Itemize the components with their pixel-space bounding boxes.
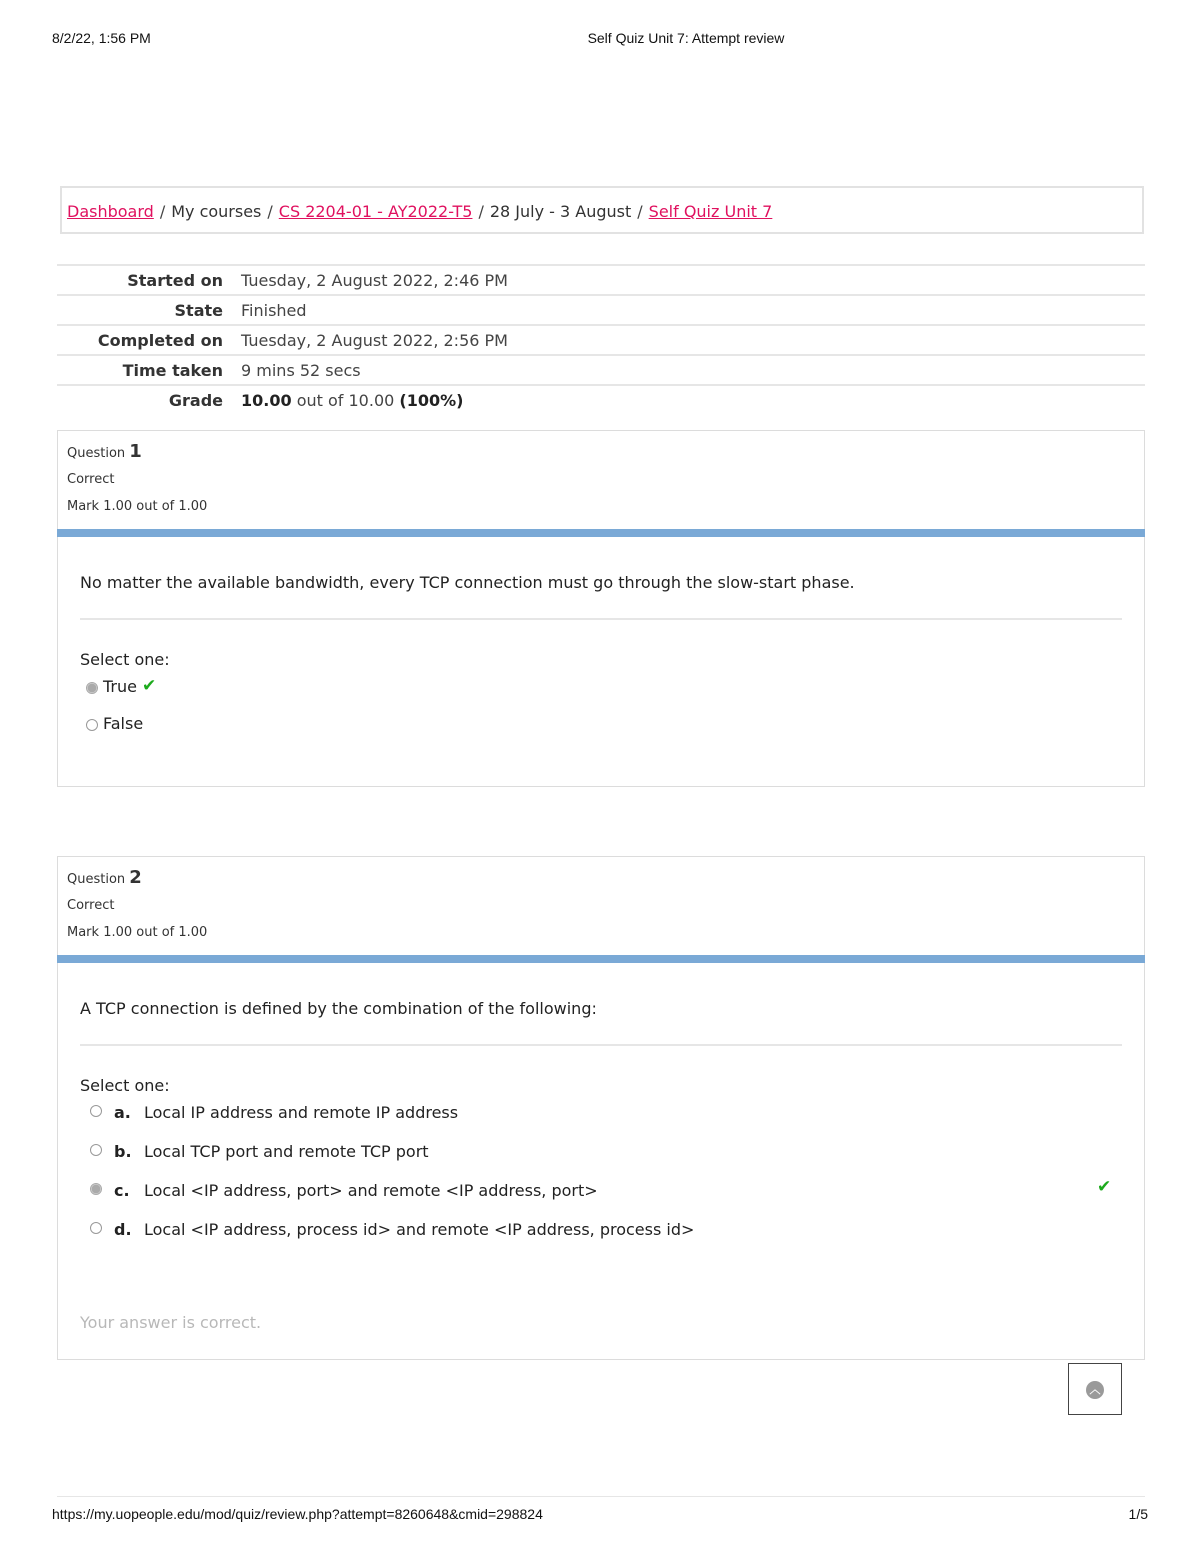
- question-number-value: 2: [129, 867, 142, 888]
- print-page-number: 1/5: [1128, 1506, 1148, 1522]
- question-number: [67, 867, 1144, 888]
- question-number: [67, 441, 1144, 462]
- breadcrumb-course-link[interactable]: CS 2204-01 - AY2022-T5: [278, 202, 473, 221]
- summary-label: Grade: [57, 385, 223, 414]
- radio-unselected[interactable]: [86, 719, 98, 731]
- summary-row-grade: [57, 385, 1145, 414]
- answer-option-true[interactable]: [86, 677, 1144, 714]
- breadcrumb-separator: /: [267, 202, 273, 221]
- question-2: [57, 856, 1145, 1360]
- print-datetime: 8/2/22, 1:56 PM: [52, 30, 151, 46]
- answer-option-false[interactable]: [86, 714, 1144, 751]
- question-text: No matter the available bandwidth, every TCP connection must go through the slow-start phase.: [80, 573, 855, 592]
- answer-option-d[interactable]: [90, 1216, 1144, 1255]
- answer-option-text: True: [103, 677, 137, 696]
- answer-options: [58, 1095, 1144, 1255]
- summary-label: Time taken: [57, 355, 223, 385]
- check-icon: ✔: [1097, 1177, 1112, 1197]
- question-header-bar: [57, 529, 1145, 537]
- answer-option-b[interactable]: [90, 1138, 1144, 1177]
- grade-percent: (100%): [399, 390, 464, 410]
- select-one-label: Select one:: [80, 650, 170, 669]
- summary-value: Tuesday, 2 August 2022, 2:46 PM: [223, 265, 1145, 295]
- question-number-value: 1: [129, 441, 142, 462]
- answer-options: [58, 669, 1144, 751]
- answer-option-letter: a.: [114, 1103, 131, 1122]
- footer-divider: [57, 1496, 1145, 1497]
- question-1: [57, 430, 1145, 787]
- question-mark: Mark 1.00 out of 1.00: [67, 925, 208, 940]
- breadcrumb-separator: /: [159, 202, 166, 221]
- summary-value: Finished: [223, 295, 1145, 325]
- answer-option-text: False: [103, 714, 144, 733]
- breadcrumb-my-courses: My courses: [171, 202, 262, 221]
- summary-row-completed: [57, 325, 1145, 355]
- answer-feedback: Your answer is correct.: [80, 1313, 262, 1332]
- answer-option-letter: b.: [114, 1142, 132, 1161]
- check-icon: ✔: [142, 676, 157, 696]
- radio-unselected[interactable]: [90, 1105, 102, 1117]
- question-status: Correct: [67, 472, 115, 487]
- summary-value: [223, 385, 1145, 414]
- summary-value: 9 mins 52 secs: [223, 355, 1145, 385]
- chevron-up-circle-icon: ︿: [1086, 1381, 1104, 1399]
- print-title: Self Quiz Unit 7: Attempt review: [587, 30, 785, 46]
- summary-label: Started on: [57, 265, 223, 295]
- grade-score: 10.00: [241, 390, 292, 410]
- print-header: [0, 30, 1200, 50]
- print-footer: [0, 1506, 1200, 1526]
- question-header-bar: [57, 955, 1145, 963]
- select-one-label: Select one:: [80, 1076, 170, 1095]
- question-mark: Mark 1.00 out of 1.00: [67, 499, 208, 514]
- summary-label: State: [57, 295, 223, 325]
- summary-value: Tuesday, 2 August 2022, 2:56 PM: [223, 325, 1145, 355]
- radio-unselected[interactable]: [90, 1144, 102, 1156]
- answer-option-text: Local <IP address, process id> and remote <IP address, process id>: [144, 1220, 695, 1239]
- breadcrumb-separator: /: [637, 202, 643, 221]
- summary-row-time: [57, 355, 1145, 385]
- question-label: Question: [67, 872, 126, 887]
- answer-option-letter: d.: [114, 1220, 132, 1239]
- breadcrumb: [60, 186, 1144, 234]
- back-to-top-button[interactable]: [1068, 1363, 1122, 1415]
- breadcrumb-quiz-link[interactable]: Self Quiz Unit 7: [648, 202, 773, 221]
- question-text: A TCP connection is defined by the combination of the following:: [80, 999, 597, 1018]
- answer-option-c[interactable]: [90, 1177, 1144, 1216]
- answer-option-a[interactable]: [90, 1099, 1144, 1138]
- breadcrumb-dashboard-link[interactable]: Dashboard: [67, 202, 154, 221]
- summary-row-state: [57, 295, 1145, 325]
- grade-out-of: out of 10.00: [296, 390, 395, 410]
- answer-option-text: Local TCP port and remote TCP port: [144, 1142, 429, 1161]
- answer-option-text: Local IP address and remote IP address: [144, 1103, 459, 1122]
- attempt-summary-table: [57, 264, 1145, 414]
- question-label: Question: [67, 446, 126, 461]
- question-info: [58, 431, 1144, 529]
- summary-row-started: [57, 265, 1145, 295]
- radio-selected[interactable]: [90, 1183, 102, 1195]
- radio-selected[interactable]: [86, 682, 98, 694]
- summary-label: Completed on: [57, 325, 223, 355]
- radio-unselected[interactable]: [90, 1222, 102, 1234]
- answer-option-letter: c.: [114, 1181, 130, 1200]
- breadcrumb-week: 28 July - 3 August: [489, 202, 632, 221]
- breadcrumb-separator: /: [478, 202, 484, 221]
- question-info: [58, 857, 1144, 955]
- question-status: Correct: [67, 898, 115, 913]
- print-url: https://my.uopeople.edu/mod/quiz/review.php?attempt=8260648&cmid=298824: [52, 1506, 543, 1522]
- answer-option-text: Local <IP address, port> and remote <IP address, port>: [144, 1181, 598, 1200]
